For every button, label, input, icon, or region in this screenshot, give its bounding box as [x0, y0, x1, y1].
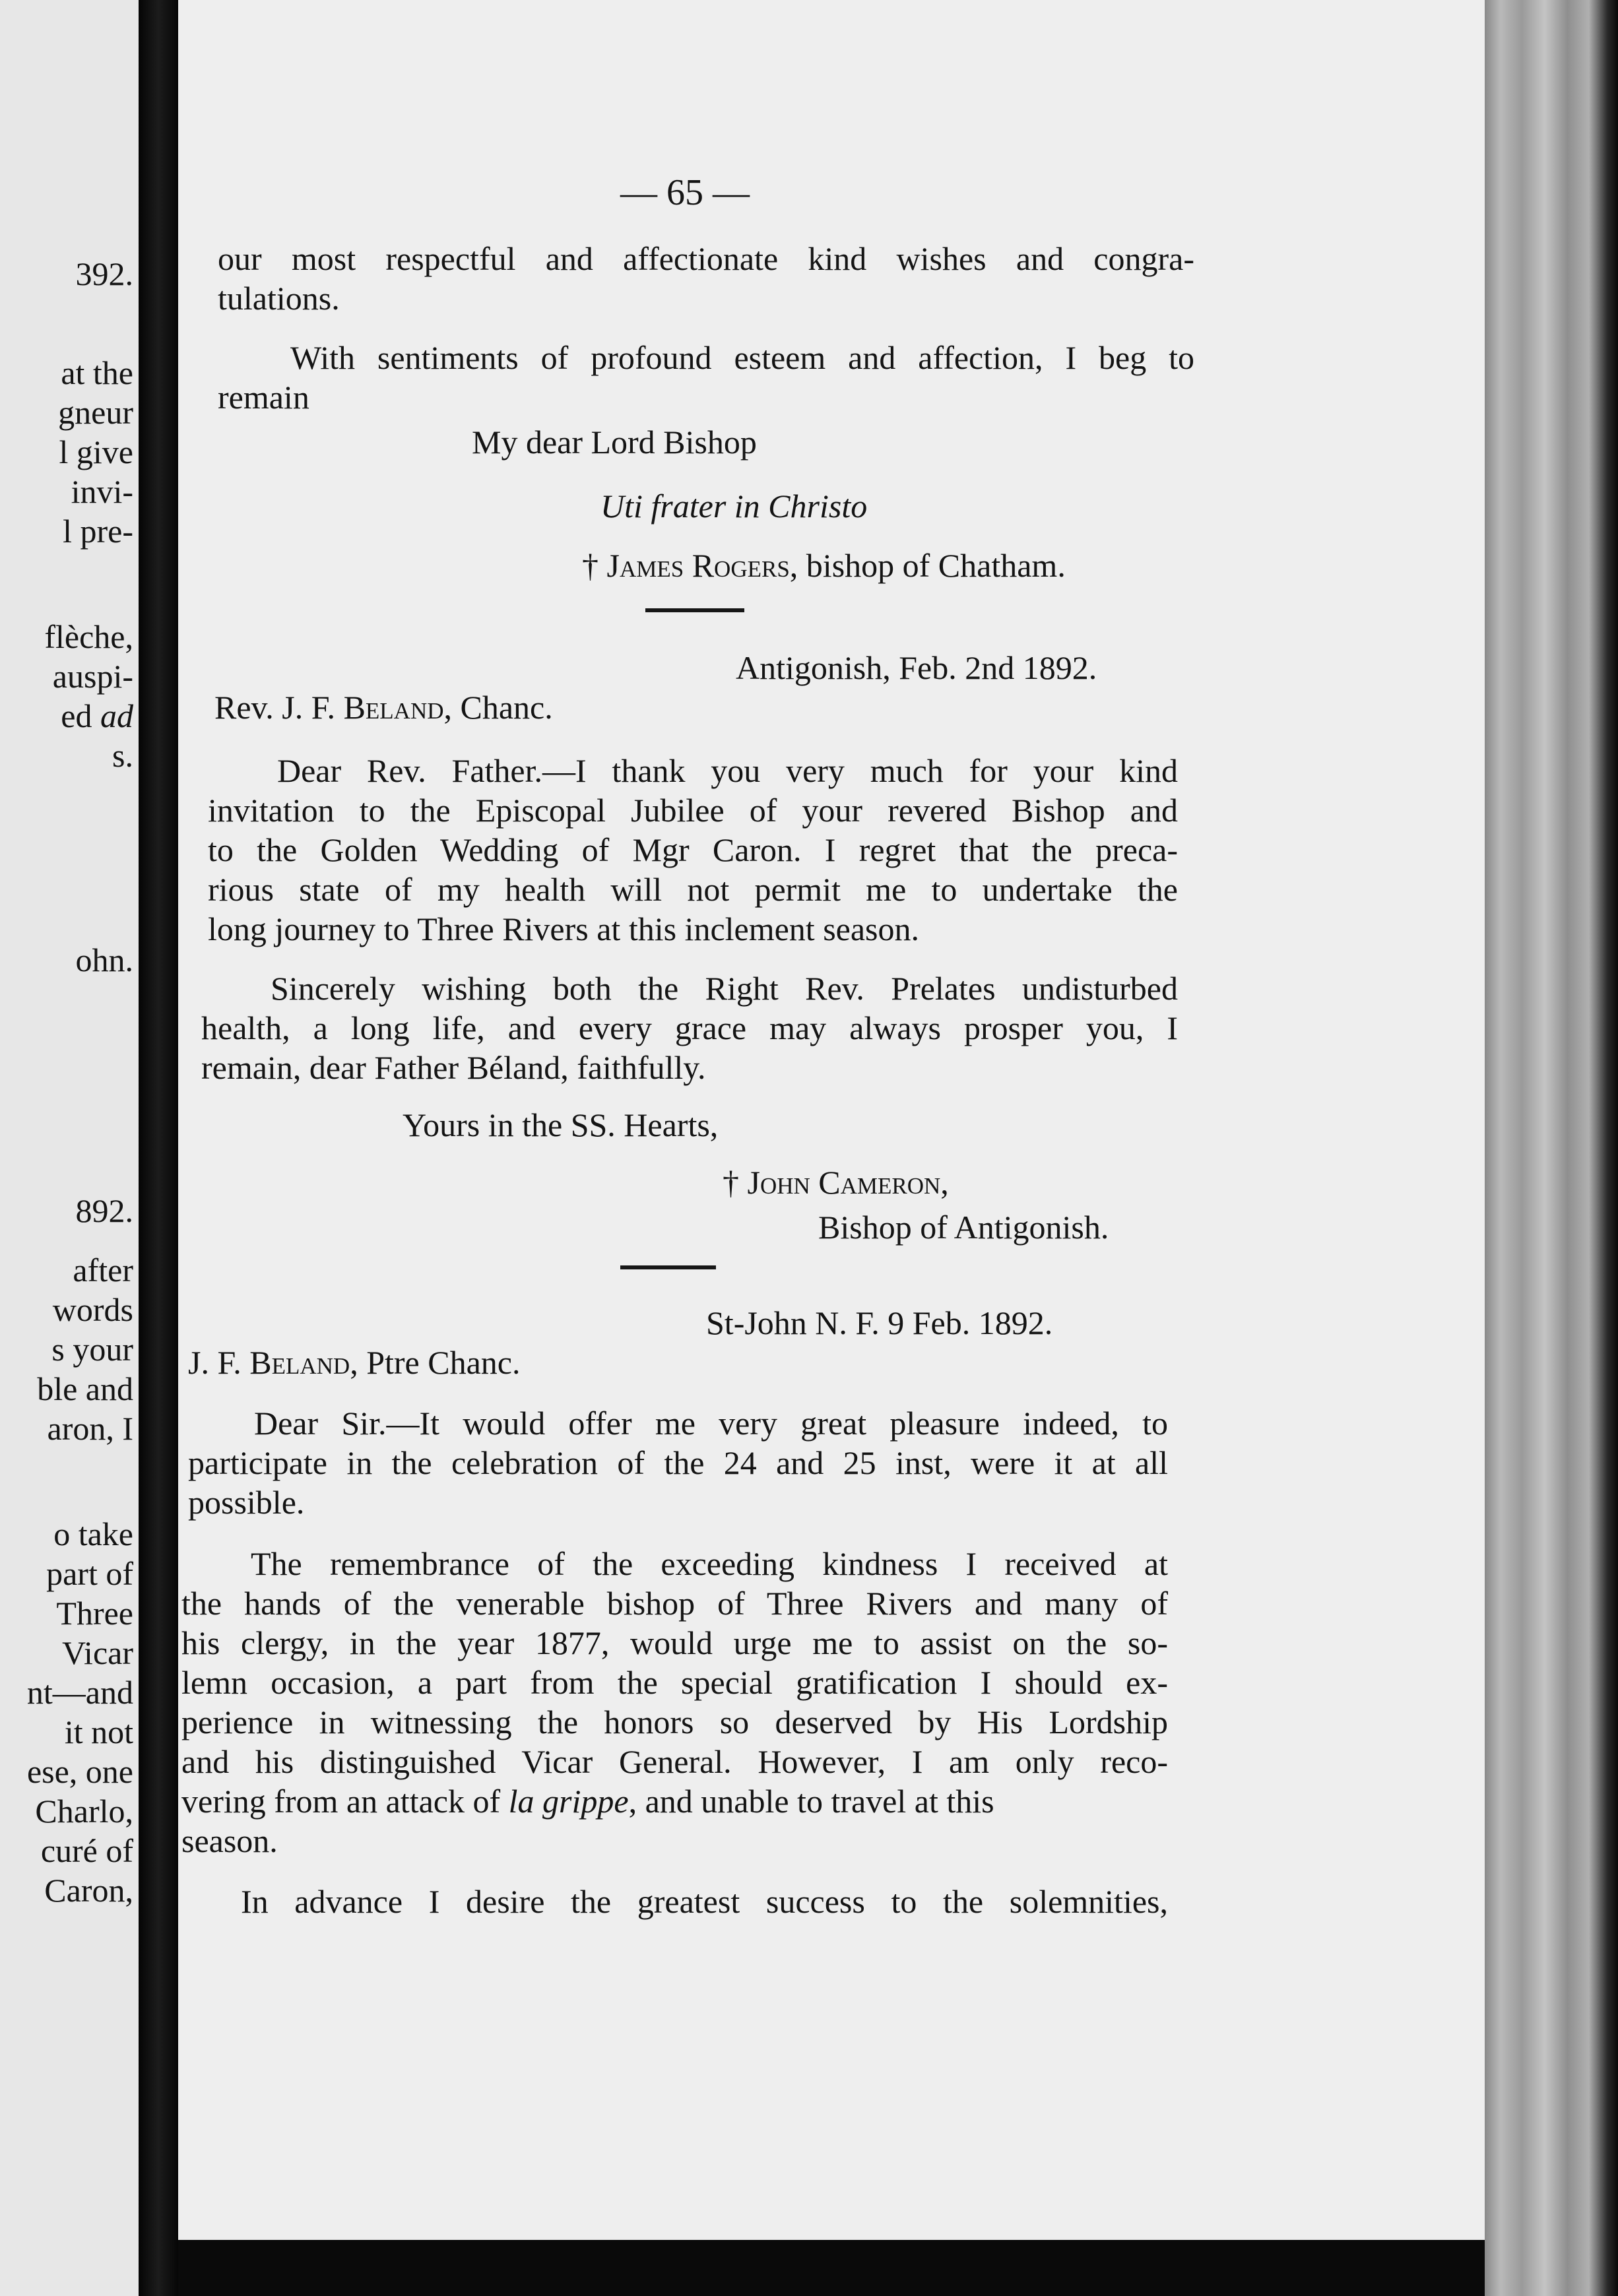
addressee-prefix: J. F. [188, 1344, 242, 1381]
previous-page-line: nt—and [26, 1674, 133, 1711]
italic-phrase: la grippe [508, 1783, 629, 1820]
cross-symbol: † [582, 547, 599, 584]
previous-page-line: ese, one [26, 1753, 133, 1790]
letter3-para2-line-6: and his distinguished Vicar General. However, I am only reco- [181, 1743, 1168, 1780]
signature-title: , bishop of Chatham. [789, 547, 1066, 584]
letter1-line-4: remain [218, 379, 309, 416]
previous-page-line: s your [51, 1331, 133, 1368]
letter2-para1-line-5: long journey to Three Rivers at this inclement season. [208, 910, 920, 947]
previous-page-line: part of [46, 1555, 133, 1592]
previous-page-line: words [52, 1291, 133, 1328]
previous-page-line: ble and [37, 1370, 133, 1407]
letter3-place-date: St-John N. F. 9 Feb. 1892. [706, 1304, 1053, 1341]
previous-page-line: invi- [71, 473, 133, 510]
previous-page-line: flèche, [44, 618, 133, 655]
previous-page-line: curé of [40, 1832, 133, 1869]
section-divider [645, 608, 744, 612]
letter1-line-1: our most respectful and affectionate kind wishes and congra- [218, 240, 1194, 277]
page-bottom-shadow [178, 2240, 1485, 2296]
letter1-closing: My dear Lord Bishop [472, 424, 757, 461]
addressee-suffix: , Chanc. [443, 689, 553, 726]
letter3-para2-line-1: The remembrance of the exceeding kindness I received at [251, 1545, 1168, 1582]
letter3-addressee [188, 1343, 520, 1382]
previous-page-line: auspi- [52, 658, 133, 695]
letter1-line-2: tulations. [218, 280, 340, 317]
signature-name: James Rogers [606, 547, 790, 584]
letter1-signature [582, 546, 1066, 585]
addressee-name: Beland [249, 1344, 350, 1381]
previous-page-line: after [73, 1252, 133, 1289]
letter3-para2-line-4: lemn occasion, a part from the special gratification I should ex- [181, 1664, 1168, 1701]
letter2-para1-line-1: Dear Rev. Father.—I thank you very much for your kind [277, 752, 1178, 789]
page-number: — 65 — [620, 172, 750, 213]
line-text: vering from an attack of [181, 1783, 509, 1820]
line-text-end: , and unable to travel at this [628, 1783, 994, 1820]
previous-page-line: aron, I [47, 1410, 133, 1447]
letter2-signature-name [723, 1163, 949, 1202]
section-divider [620, 1265, 716, 1269]
previous-page-line: gneur [58, 394, 133, 431]
previous-page-line: Vicar [61, 1634, 133, 1671]
addressee-suffix: , Ptre Chanc. [350, 1344, 521, 1381]
previous-page-line: ed ad [61, 697, 133, 734]
previous-page-line: 892. [75, 1192, 133, 1229]
letter2-para1-line-3: to the Golden Wedding of Mgr Caron. I regret that the preca- [208, 831, 1178, 868]
letter2-signature-title: Bishop of Antigonish. [818, 1209, 1109, 1246]
previous-page-line: Charlo, [35, 1793, 133, 1830]
previous-page-line: Caron, [44, 1872, 133, 1909]
letter3-para2-line-7 [181, 1781, 1168, 1821]
letter3-para1-line-2: participate in the celebration of the 24 and 25 inst, were it at all [188, 1444, 1168, 1481]
book-page [178, 0, 1485, 2240]
letter1-latin: Uti frater in Christo [600, 488, 868, 525]
letter2-place-date: Antigonish, Feb. 2nd 1892. [736, 649, 1097, 686]
previous-page-line: l pre- [63, 513, 133, 550]
letter3-para3-line-1: In advance I desire the greatest success to the solemnities, [241, 1883, 1168, 1920]
addressee-prefix: Rev. J. F. [214, 689, 336, 726]
previous-page-fragment [0, 0, 139, 2296]
letter2-addressee [214, 687, 553, 727]
cross-symbol: † [723, 1164, 739, 1201]
page-stack-edge [1485, 0, 1618, 2296]
previous-page-line: o take [53, 1515, 133, 1552]
letter3-para2-line-8: season. [181, 1822, 278, 1859]
letter1-line-3: With sentiments of profound esteem and affection, I beg to [290, 339, 1194, 376]
previous-page-line: ohn. [75, 941, 133, 978]
previous-page-line: at the [61, 354, 133, 391]
previous-page-line: it not [64, 1713, 133, 1750]
previous-page-line: Three [56, 1595, 133, 1632]
letter3-para1-line-3: possible. [188, 1484, 305, 1521]
letter3-para2-line-5: perience in witnessing the honors so deserved by His Lordship [181, 1704, 1168, 1740]
previous-page-line: s. [112, 737, 133, 774]
letter3-para2-line-3: his clergy, in the year 1877, would urge me to assist on the so- [181, 1624, 1168, 1661]
letter2-para2-line-3: remain, dear Father Béland, faithfully. [201, 1049, 706, 1086]
letter2-para1-line-4: rious state of my health will not permit me to undertake the [208, 871, 1178, 908]
addressee-name: Beland [343, 689, 444, 726]
book-gutter [139, 0, 178, 2296]
previous-page-line: l give [59, 433, 133, 470]
signature-name: John Cameron, [747, 1164, 949, 1201]
letter2-para1-line-2: invitation to the Episcopal Jubilee of your revered Bishop and [208, 792, 1178, 829]
letter3-para1-line-1: Dear Sir.—It would offer me very great pleasure indeed, to [254, 1405, 1168, 1442]
previous-page-line: 392. [75, 255, 133, 292]
letter2-closing: Yours in the SS. Hearts, [403, 1106, 719, 1143]
letter2-para2-line-1: Sincerely wishing both the Right Rev. Prelates undisturbed [271, 970, 1178, 1007]
letter2-para2-line-2: health, a long life, and every grace may always prosper you, I [201, 1009, 1178, 1046]
letter3-para2-line-2: the hands of the venerable bishop of Three Rivers and many of [181, 1585, 1168, 1622]
